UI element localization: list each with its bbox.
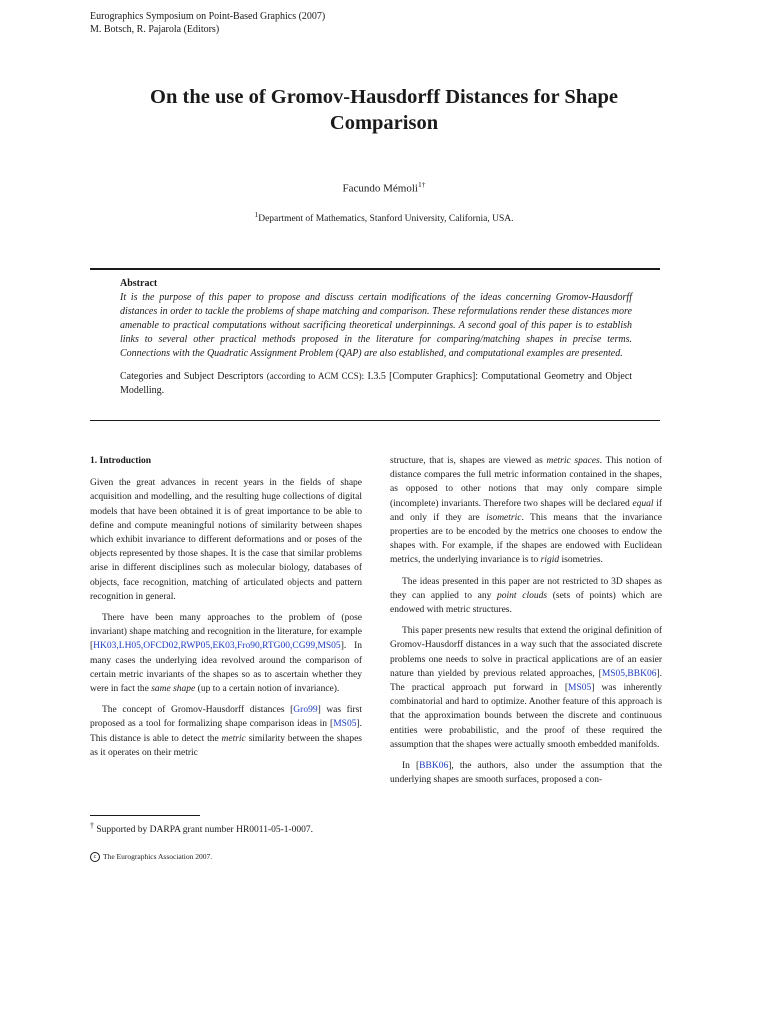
text-run: isometries.	[559, 555, 603, 566]
text-run: (up to a certain notion of invariance).	[195, 684, 340, 695]
text-run: (sets of points) which are endowed with metric structures.	[390, 590, 662, 616]
abstract-heading: Abstract	[120, 278, 158, 289]
citation-link[interactable]: MS05	[568, 683, 592, 694]
footnote-rule	[90, 815, 200, 816]
section-heading-introduction: 1. Introduction	[90, 456, 152, 466]
intro-paragraph-2	[90, 611, 362, 696]
text-run: . This notion of distance compares the full metric information contained in the shapes, as opposed to other notions that may only compare simple (incomplete) invariants. Therefore two shapes will be declared	[390, 456, 662, 509]
intro-paragraph-1: Given the great advances in recent years in the fields of shape acquisition and modelling, and the resulting huge collections of digital models that have been obtained it is of great importance to be able to define and compute meaningful notions of similarity between shapes which exhibit invariance to different deformations and or poses of the objects represented by those shapes. It is the case that similar problems arise in different disciplines such as molecular biology, databases of objects, face recognition, matching of articulated objects and pattern recognition in general.	[90, 478, 362, 602]
citation-link[interactable]: BBK06	[419, 761, 449, 772]
intro-paragraph-6	[390, 624, 662, 752]
text-run: The ideas presented in this paper are not restricted to 3D shapes as they can applied to any	[390, 576, 662, 601]
emphasis: equal	[632, 498, 654, 509]
emphasis: metric spaces	[546, 456, 600, 466]
text-run: The concept of Gromov-Hausdorff distances [	[102, 705, 294, 716]
text-run: . This means that the invariance properties are to be encoded by the metrics one chooses to endow the shapes with. For example, if the shapes are endowed with Euclidean metrics, the underlying invariance is to	[390, 512, 662, 566]
left-column	[90, 454, 362, 767]
categories-note: (according to ACM CCS):	[266, 371, 365, 381]
editors-line: M. Botsch, R. Pajarola (Editors)	[90, 24, 220, 35]
right-column	[390, 454, 662, 794]
text-run: similarity between the shapes as it operates on their metric	[90, 733, 362, 758]
footnote	[90, 821, 313, 835]
categories-descriptors	[120, 369, 632, 398]
citation-link[interactable]: HK03,LH05,OFCD02,RWP05,EK03,Fro90,RTG00,CG99,MS05	[93, 641, 341, 652]
running-header	[90, 10, 325, 36]
copyright-icon: c	[90, 852, 100, 862]
emphasis: isometric	[486, 512, 522, 523]
author-line	[0, 180, 768, 195]
emphasis: same shape	[151, 684, 196, 695]
categories-text: I.3.5 [Computer Graphics]: Computational Geometry and Object Modelling.	[120, 371, 633, 396]
paper-title: On the use of Gromov-Hausdorff Distances for Shape Comparison	[150, 86, 618, 134]
text-run: ]. The practical approach put forward in [	[390, 668, 662, 694]
intro-paragraph-7	[390, 759, 662, 787]
text-run: ] was inherently combinatorial and hard to optimize. Another feature of this approach is that the approximation bounds between the discrete and continuous entities were probabilistic, and the proof of these required the assumption that the shapes were actually smooth embedded manifolds.	[390, 683, 663, 750]
intro-paragraph-5	[390, 575, 662, 618]
text-run: There have been many approaches to the problem of (pose invariant) shape matching and recognition in the literature, for example [	[90, 613, 362, 652]
abstract-text: It is the purpose of this paper to propose and discuss certain modifications of the ideas concerning Gromov-Hausdorff distances in order to tackle the problems of shape matching and comparison. These reformulations render these distances more amenable to practical computations without sacrificing theoretical underpinnings. A second goal of this paper is to establish links to several other practical methods proposed in the literature for comparing/matching shapes in precise terms. Connections with the Quadratic Assignment Problem (QAP) are also established, and computational examples are presented.	[120, 292, 632, 359]
author-marks: 1†	[417, 180, 426, 189]
author-name: Facundo Mémoli	[342, 182, 418, 195]
text-run: structure, that is, shapes are viewed as	[390, 456, 547, 466]
intro-paragraph-4	[390, 454, 662, 568]
text-run: ]. This distance is able to detect the	[90, 719, 362, 744]
footnote-text: Supported by DARPA grant number HR0011-05-1-0007.	[96, 825, 314, 836]
copyright-line	[90, 852, 212, 862]
emphasis: point clouds	[497, 590, 548, 601]
text-run: ] was first proposed as a tool for formalizing shape comparison ideas in [	[90, 705, 362, 730]
text-run: ], the authors, also under the assumption that the underlying shapes are smooth surfaces, proposed a con-	[390, 761, 663, 786]
abstract-bottom-rule	[90, 420, 660, 421]
affiliation-mark: 1	[254, 210, 259, 219]
citation-link[interactable]: MS05,BBK06	[601, 668, 657, 679]
text-run: if and only if they are	[390, 498, 662, 523]
text-run: This paper presents new results that extend the original definition of Gromov-Hausdorff distances in a way such that the associated discrete problems one needs to solve in practical applications are of an easier nature than yielded by previous related approaches, [	[390, 626, 662, 679]
categories-label: Categories and Subject Descriptors	[120, 371, 264, 382]
copyright-text: The Eurographics Association 2007.	[103, 852, 213, 861]
affiliation-line	[0, 210, 768, 224]
affiliation-text: Department of Mathematics, Stanford University, California, USA.	[258, 214, 514, 225]
text-run: In [	[402, 761, 420, 772]
emphasis: rigid	[540, 555, 560, 566]
emphasis: metric	[221, 733, 246, 744]
text-run: ]. In many cases the underlying idea revolved around the comparison of certain metric invariants of the shapes so as to ascertain whether they were in fact the	[90, 641, 362, 695]
abstract-top-rule	[90, 268, 660, 270]
citation-link[interactable]: Gro99	[293, 705, 318, 716]
citation-link[interactable]: MS05	[333, 719, 357, 730]
footnote-mark: †	[90, 821, 94, 830]
conference-line: Eurographics Symposium on Point-Based Graphics (2007)	[90, 11, 326, 22]
intro-paragraph-3	[90, 703, 362, 760]
abstract-block	[120, 277, 632, 398]
